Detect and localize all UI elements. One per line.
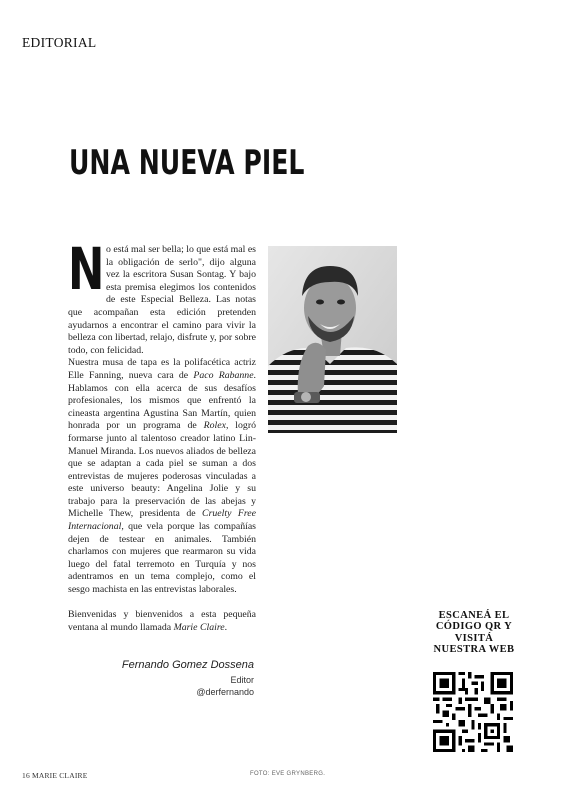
- editor-name: Fernando Gomez Dossena: [121, 659, 254, 671]
- signature-block: [110, 659, 254, 698]
- p2-text-c: , logró formarse junto al talentoso creador latino Lin-Manuel Miranda. Los nuevos aliados de belleza que se adaptan a cada piel se suman a dos entrevistas de mujeres poderosas vinculadas a este universo beauty: Angelina Jolie y su trabajo para la preservación de las abejas y Michelle Thew, presidenta de: [68, 420, 256, 520]
- section-label: EDITORIAL: [22, 35, 97, 50]
- brand-paco-rabanne: Paco Rabanne: [193, 369, 254, 381]
- headline: UNA NUEVA PIEL: [69, 143, 305, 183]
- magazine-name: MARIE CLAIRE: [31, 771, 88, 780]
- p2-text-d: , que vela porque las compañías dejen de testear en animales. También charlamos con mujeres que rearmaron su vida luego del fatal terremoto en Turquía y nos adentramos en un tema complejo, como el sesgo machista en las entrevistas laborales.: [68, 521, 256, 596]
- photo-credit: FOTO: EVE GRYNBERG.: [250, 771, 326, 777]
- qr-code-icon[interactable]: [433, 672, 513, 752]
- paragraph-1-text: o está mal ser bella; lo que está mal es la obligación de serlo", dijo alguna vez la escritora Susan Sontag. Y bajo esta premisa elegimos los contenidos de este Especial Belleza. Las notas que acompañan esta edición pretenden ayudarnos a encontrar el camino para vivir la belleza con libertad, relajo, disfrute y, por sobre todo, con felicidad.: [68, 244, 256, 356]
- p3-text-b: .: [224, 621, 228, 633]
- editor-photo: [268, 246, 397, 433]
- p3-text-a: Bienvenidas y bienvenidos a esta pequeña ventana al mundo llamada: [68, 609, 256, 633]
- editor-handle: @derfernando: [196, 687, 254, 697]
- folio: [22, 771, 88, 780]
- brand-rolex: Rolex: [203, 420, 226, 432]
- paragraph-3: [68, 609, 256, 634]
- p2-text-b: . Hablamos con ella acerca de sus desafíos profesionales, los mismos que enfrentó la cineasta argentina Agustina San Martín, quien honrada por un programa de: [68, 369, 256, 432]
- brand-cruelty-free: Cruelty Free Internacional: [68, 508, 256, 533]
- paragraph-2: [68, 357, 256, 596]
- p2-text-a: Nuestra musa de tapa es la polifacética actriz Elle Fanning, nueva cara de: [68, 357, 256, 381]
- paragraph-1: [68, 235, 256, 357]
- editorial-article: [68, 235, 256, 634]
- editor-role: Editor: [230, 675, 254, 685]
- drop-cap: N: [68, 235, 105, 303]
- page-number: 16: [22, 771, 30, 780]
- qr-caption: ESCANEÁ EL CÓDIGO QR Y VISITÁ NUESTRA WEB: [433, 610, 515, 655]
- brand-marie-claire: Marie Claire: [173, 621, 225, 633]
- editor-portrait-image: [268, 246, 397, 433]
